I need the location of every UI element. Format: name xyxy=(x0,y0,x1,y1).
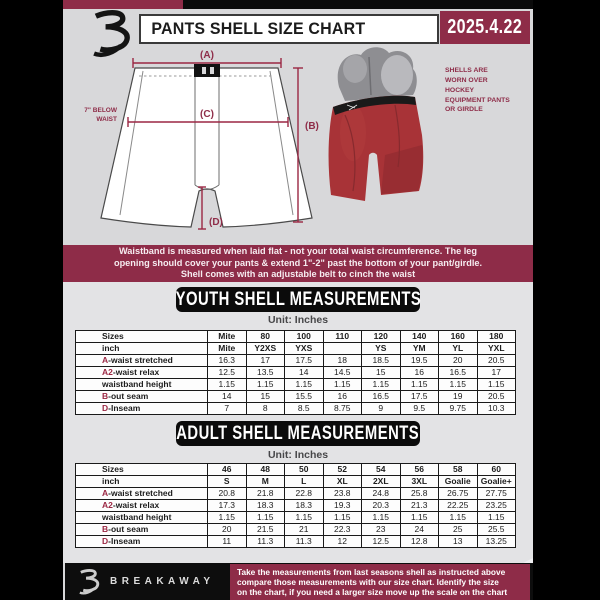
size-cell: 2XL xyxy=(362,476,401,488)
size-cell: 21.5 xyxy=(246,524,285,536)
pants-outline xyxy=(101,68,312,227)
size-cell: 9.75 xyxy=(439,403,478,415)
size-cell: 17.5 xyxy=(400,391,439,403)
measure-letter: A xyxy=(102,488,109,499)
table-row xyxy=(76,343,516,355)
row-label: Sizes xyxy=(76,331,208,343)
size-cell: Mite xyxy=(208,343,247,355)
girdle-pad-light xyxy=(381,55,413,95)
size-cell: 50 xyxy=(285,464,324,476)
size-cell: 26.75 xyxy=(439,488,478,500)
size-cell: 13 xyxy=(439,536,478,548)
size-cell: YL xyxy=(439,343,478,355)
size-cell: 19.3 xyxy=(323,500,362,512)
size-cell: 20.3 xyxy=(362,500,401,512)
size-cell: 25 xyxy=(439,524,478,536)
size-cell: 1.15 xyxy=(208,379,247,391)
youth-heading: YOUTH SHELL MEASUREMENTS xyxy=(175,288,421,310)
size-cell: 19.5 xyxy=(400,355,439,367)
size-cell: 1.15 xyxy=(400,379,439,391)
page-title-box xyxy=(139,14,439,44)
measure-label-b: (B) xyxy=(305,121,319,132)
notice-line3: Shell comes with an adjustable belt to cinch the waist xyxy=(180,269,416,280)
size-cell: 58 xyxy=(439,464,478,476)
size-cell: YM xyxy=(400,343,439,355)
size-cell: 3XL xyxy=(400,476,439,488)
youth-unit-label: Unit: Inches xyxy=(267,314,329,326)
adult-section-banner xyxy=(176,421,420,446)
size-cell: 16.3 xyxy=(208,355,247,367)
size-cell: 100 xyxy=(285,331,324,343)
table-row xyxy=(76,464,516,476)
size-cell: 25.8 xyxy=(400,488,439,500)
size-cell: 12 xyxy=(323,536,362,548)
waist-note-line1: 7" BELOW xyxy=(84,107,117,114)
measurement-notice-banner xyxy=(63,245,533,282)
size-cell: 23.25 xyxy=(477,500,516,512)
size-cell: 21.3 xyxy=(400,500,439,512)
size-cell: L xyxy=(285,476,324,488)
measure-letter: A2 xyxy=(102,367,113,378)
size-cell: 1.15 xyxy=(477,512,516,524)
size-cell: 1.15 xyxy=(362,379,401,391)
youth-section-banner xyxy=(176,287,420,312)
table-row xyxy=(76,367,516,379)
row-label: inch xyxy=(76,343,208,355)
size-cell: 13.5 xyxy=(246,367,285,379)
row-label: waistband height xyxy=(76,512,208,524)
size-cell: 1.15 xyxy=(246,379,285,391)
size-cell: 1.15 xyxy=(285,379,324,391)
page-title: PANTS SHELL SIZE CHART xyxy=(151,19,366,38)
measure-label-c: (C) xyxy=(200,109,214,120)
size-cell: 20 xyxy=(439,355,478,367)
size-cell: 20 xyxy=(208,524,247,536)
row-label: B-out seam xyxy=(76,524,208,536)
size-cell: 1.15 xyxy=(439,379,478,391)
size-cell: 18.3 xyxy=(246,500,285,512)
row-label: D-Inseam xyxy=(76,403,208,415)
size-cell: 22.8 xyxy=(285,488,324,500)
measure-letter: B xyxy=(102,391,109,402)
footer-note-line1: Take the measurements from last seasons shell as instructed above xyxy=(237,567,506,577)
size-cell: Goalie xyxy=(439,476,478,488)
size-cell: 11.3 xyxy=(285,536,324,548)
size-cell: 10.3 xyxy=(477,403,516,415)
notice-line1: Waistband is measured when laid flat - not your total waist circumference. The leg xyxy=(118,246,478,257)
buckle-slot xyxy=(202,67,206,74)
date-badge xyxy=(440,11,530,44)
size-cell: 8.5 xyxy=(285,403,324,415)
size-cell: 23.8 xyxy=(323,488,362,500)
measure-label-d: (D) xyxy=(209,217,223,228)
top-accent-maroon xyxy=(63,0,183,9)
table-row xyxy=(76,391,516,403)
footer-note-line2: compare those measurements with our size chart. Identify the size xyxy=(237,577,499,587)
table-row xyxy=(76,524,516,536)
size-cell: S xyxy=(208,476,247,488)
adult-unit-label: Unit: Inches xyxy=(267,449,329,461)
row-label: B-out seam xyxy=(76,391,208,403)
adult-heading: ADULT SHELL MEASUREMENTS xyxy=(176,422,420,444)
adult-size-table xyxy=(75,463,516,548)
size-cell: 19 xyxy=(439,391,478,403)
row-label: A-waist stretched xyxy=(76,488,208,500)
size-cell: 14 xyxy=(285,367,324,379)
row-label: D-Inseam xyxy=(76,536,208,548)
size-cell: 52 xyxy=(323,464,362,476)
footer-brand-logo-icon xyxy=(78,569,100,595)
size-cell: 1.15 xyxy=(362,512,401,524)
table-row xyxy=(76,331,516,343)
size-cell: 1.15 xyxy=(400,512,439,524)
table-row xyxy=(76,355,516,367)
size-cell: 25.5 xyxy=(477,524,516,536)
size-cell: 160 xyxy=(439,331,478,343)
table-row xyxy=(76,476,516,488)
table-row xyxy=(76,500,516,512)
size-cell: 12.8 xyxy=(400,536,439,548)
size-cell: 15 xyxy=(362,367,401,379)
measure-letter: D xyxy=(102,403,109,414)
footer-bar xyxy=(65,563,533,600)
top-accent-strip xyxy=(63,0,533,9)
size-cell: 17 xyxy=(246,355,285,367)
size-cell: 12.5 xyxy=(208,367,247,379)
size-cell: 23 xyxy=(362,524,401,536)
size-cell: 20.5 xyxy=(477,391,516,403)
size-cell: 22.25 xyxy=(439,500,478,512)
measure-letter: A2 xyxy=(102,500,113,511)
size-cell: 20.8 xyxy=(208,488,247,500)
size-cell: 9.5 xyxy=(400,403,439,415)
footer-instructions xyxy=(230,564,530,600)
table-row xyxy=(76,403,516,415)
size-cell: M xyxy=(246,476,285,488)
size-cell: 15.5 xyxy=(285,391,324,403)
size-cell: Y2XS xyxy=(246,343,285,355)
measure-letter: D xyxy=(102,536,109,547)
size-cell: 18.3 xyxy=(285,500,324,512)
measure-label-a: (A) xyxy=(200,50,214,61)
footer-note-line3: on the chart, if you need a larger size move up the scale on the chart xyxy=(237,587,508,597)
youth-size-table xyxy=(75,330,516,415)
size-cell: 46 xyxy=(208,464,247,476)
size-cell: 17.5 xyxy=(285,355,324,367)
row-label: inch xyxy=(76,476,208,488)
size-cell: 16 xyxy=(323,391,362,403)
size-cell: 1.15 xyxy=(323,379,362,391)
size-cell: 27.75 xyxy=(477,488,516,500)
size-cell: 7 xyxy=(208,403,247,415)
size-cell: 60 xyxy=(477,464,516,476)
row-label: A2-waist relax xyxy=(76,367,208,379)
date-text: 2025.4.22 xyxy=(447,16,523,38)
size-cell: YXL xyxy=(477,343,516,355)
size-cell: 16 xyxy=(400,367,439,379)
row-label: Sizes xyxy=(76,464,208,476)
size-cell: 21.8 xyxy=(246,488,285,500)
size-cell: 18.5 xyxy=(362,355,401,367)
size-cell: 140 xyxy=(400,331,439,343)
table-row xyxy=(76,536,516,548)
size-cell: 24 xyxy=(400,524,439,536)
shell-photo-svg xyxy=(325,45,450,220)
size-cell: 20.5 xyxy=(477,355,516,367)
size-cell: 8 xyxy=(246,403,285,415)
size-cell: Mite xyxy=(208,331,247,343)
size-cell: 180 xyxy=(477,331,516,343)
brand-name: BREAKAWAY xyxy=(110,576,215,587)
size-cell: 21 xyxy=(285,524,324,536)
size-cell: 1.15 xyxy=(246,512,285,524)
size-cell: 11 xyxy=(208,536,247,548)
waist-note-line2: WAIST xyxy=(96,116,117,124)
table-row xyxy=(76,512,516,524)
size-cell: 1.15 xyxy=(285,512,324,524)
size-cell: 12.5 xyxy=(362,536,401,548)
size-cell: 13.25 xyxy=(477,536,516,548)
size-cell: 48 xyxy=(246,464,285,476)
girdle-pad-mid xyxy=(343,55,367,83)
shell-usage-note: SHELLS ARE WORN OVER HOCKEY EQUIPMENT PANTS OR GIRDLE xyxy=(445,67,510,114)
size-cell: 14 xyxy=(208,391,247,403)
size-cell: Goalie+ xyxy=(477,476,516,488)
size-cell: YXS xyxy=(285,343,324,355)
size-cell: 120 xyxy=(362,331,401,343)
size-chart-flyer xyxy=(63,0,533,600)
row-label: waistband height xyxy=(76,379,208,391)
shell-highlight xyxy=(340,105,366,161)
measure-letter: A xyxy=(102,355,109,366)
size-cell xyxy=(323,343,362,355)
notice-line2: opening should cover your pants & extend 1"-2" past the bottom of your pant/girdle. xyxy=(113,257,483,268)
table-row xyxy=(76,379,516,391)
size-cell: 11.3 xyxy=(246,536,285,548)
size-cell: 9 xyxy=(362,403,401,415)
size-cell: 8.75 xyxy=(323,403,362,415)
size-cell: 18 xyxy=(323,355,362,367)
size-cell: 80 xyxy=(246,331,285,343)
size-cell: 1.15 xyxy=(323,512,362,524)
waist-depth-note xyxy=(63,106,117,124)
table-row xyxy=(76,488,516,500)
size-cell: 24.8 xyxy=(362,488,401,500)
size-cell: 16.5 xyxy=(362,391,401,403)
size-cell: 17.3 xyxy=(208,500,247,512)
size-cell: 54 xyxy=(362,464,401,476)
row-label: A2-waist relax xyxy=(76,500,208,512)
measure-letter: B xyxy=(102,524,109,535)
size-cell: 1.15 xyxy=(208,512,247,524)
size-cell: 1.15 xyxy=(439,512,478,524)
size-cell: 14.5 xyxy=(323,367,362,379)
size-cell: 16.5 xyxy=(439,367,478,379)
size-cell: 22.3 xyxy=(323,524,362,536)
size-cell: YS xyxy=(362,343,401,355)
size-cell: 17 xyxy=(477,367,516,379)
buckle-slot xyxy=(210,67,214,74)
size-cell: 15 xyxy=(246,391,285,403)
size-cell: 1.15 xyxy=(477,379,516,391)
size-cell: 56 xyxy=(400,464,439,476)
size-cell: 110 xyxy=(323,331,362,343)
size-cell: XL xyxy=(323,476,362,488)
belt-buckle xyxy=(194,64,220,77)
row-label: A-waist stretched xyxy=(76,355,208,367)
